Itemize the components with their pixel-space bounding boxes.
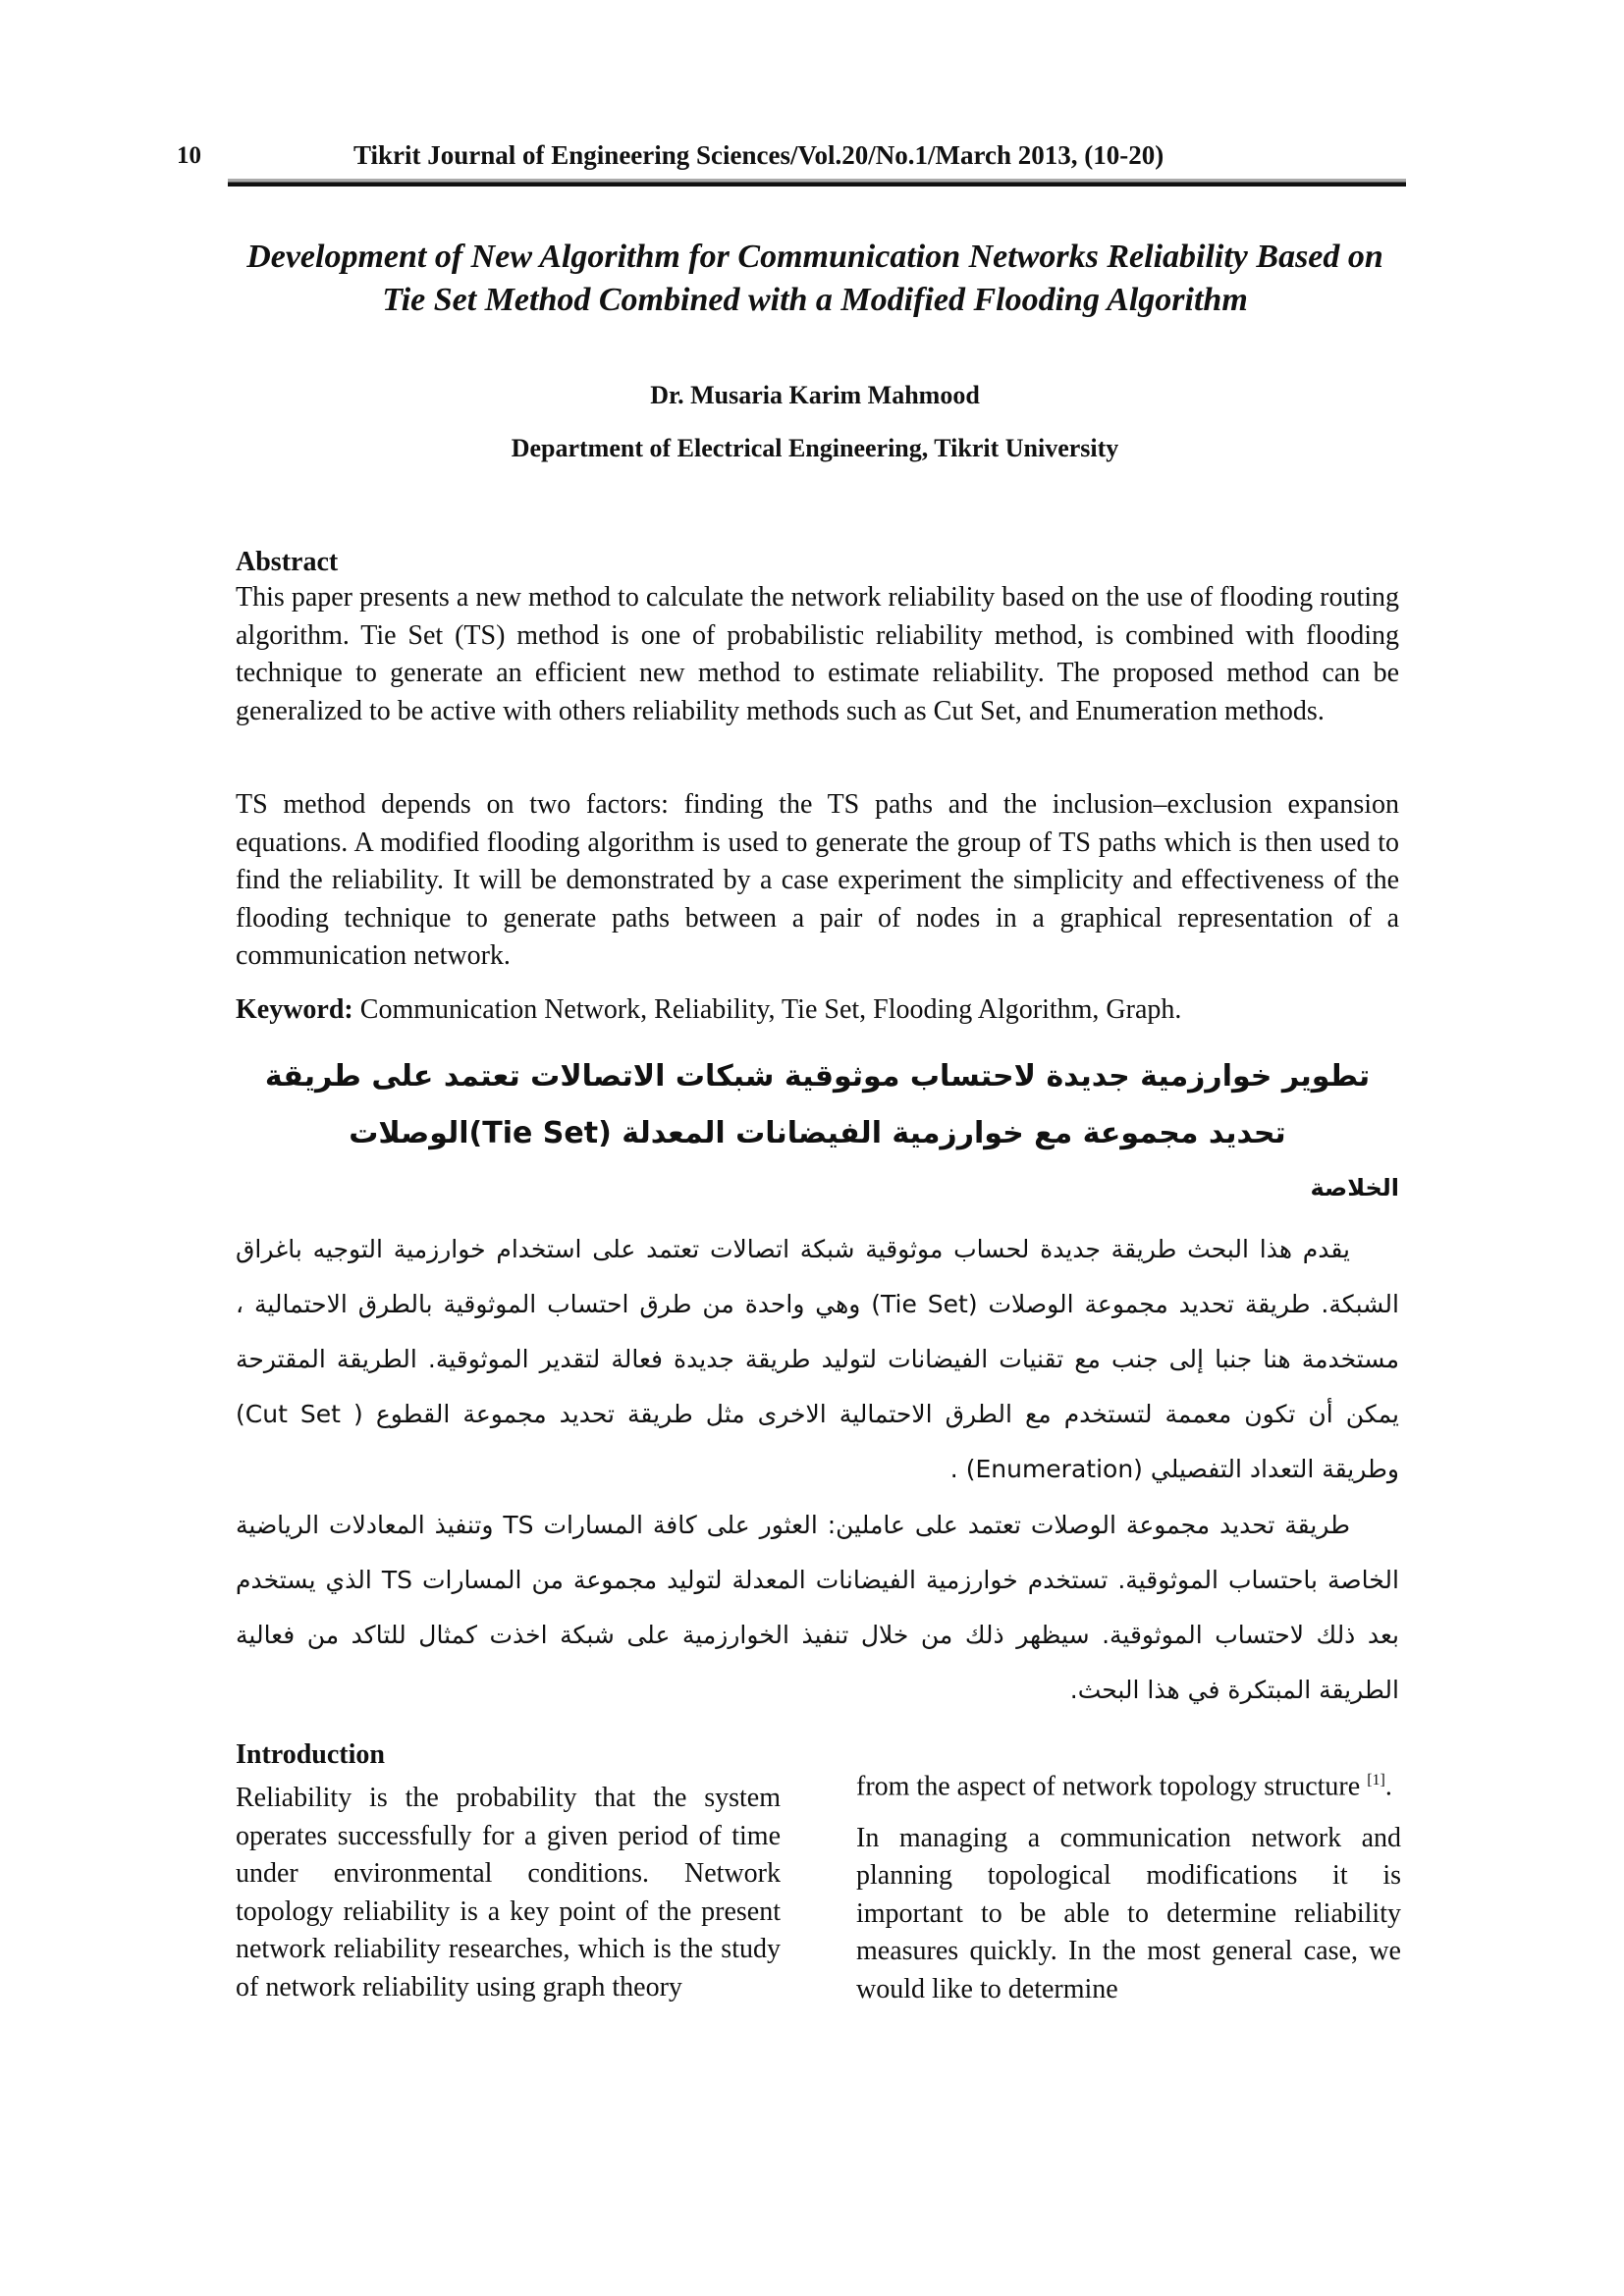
introduction-column-left: Reliability is the probability that the system operates successfully for a given period of time under environmental conditions. Network topology reliability is a key point of the present network reliability researches, which is the study of network reliability using graph theory [236,1783,781,2002]
page-number: 10 [177,142,201,169]
keywords-list: Communication Network, Reliability, Tie Set, Flooding Algorithm, Graph. [352,994,1182,1025]
introduction-paragraph [856,1762,1401,1806]
journal-header: Tikrit Journal of Engineering Sciences/Vol.20/No.1/March 2013, (10-20) [353,140,1164,170]
introduction-column-right [856,1762,1401,2022]
arabic-title: تطوير خوارزمية جديدة لاحتساب موثوقية شبكات الاتصالات تعتمد على طريقة تحديد مجموعة مع خوارزمية الفيضانات المعدلة (Tie Set)الوصلات [264,1059,1371,1150]
author-name: Dr. Musaria Karim Mahmood [650,381,980,409]
abstract-paragraph: This paper presents a new method to calculate the network reliability based on the use of flooding routing algorithm. Tie Set (TS) method is one of probabilistic reliability method, is combined with flooding technique to generate an efficient new method to estimate reliability. The proposed method can be generalized to be active with others reliability methods such as Cut Set, and Enumeration methods. [236,582,1399,726]
arabic-abstract-paragraph: يقدم هذا البحث طريقة جديدة لحساب موثوقية شبكة اتصالات تعتمد على استخدام خوارزمية التوجيه باغراق الشبكة. طريقة تحديد مجموعة الوصلات (Tie Set) وهي واحدة من طرق احتساب الموثوقية بالطرق الاحتمالية ، مستخدمة هنا جنبا إلى جنب مع تقنيات الفيضانات لتوليد طريقة جديدة فعالة لتقدير الموثوقية. الطريقة المقترحة يمكن أن تكون معممة لتستخدم مع الطرق الاحتمالية الاخرى مثل طريقة تحديد مجموعة القطوع ( Cut Set) وطريقة التعداد التفصيلي (Enumeration) . [236,1235,1399,1483]
arabic-abstract-paragraph: طريقة تحديد مجموعة الوصلات تعتمد على عاملين: العثور على كافة المسارات TS وتنفيذ المعادلات الرياضية الخاصة باحتساب الموثوقية. تستخدم خوارزمية الفيضانات المعدلة لتوليد مجموعة من المسارات TS الذي يستخدم بعد ذلك لاحتساب الموثوقية. سيظهر ذلك من خلال تنفيذ الخوارزمية على شبكة اخذت كمثال للتاكد من فعالية الطريقة المبتكرة في هذا البحث. [236,1511,1399,1704]
citation-ref: [1] [1367,1772,1385,1789]
abstract-paragraph: TS method depends on two factors: finding the TS paths and the inclusion–exclusion expansion equations. A modified flooding algorithm is used to generate the group of TS paths which is then used to find the reliability. It will be demonstrated by a case experiment the simplicity and effectiveness of the flooding technique to generate paths between a pair of nodes in a graphical representation of a communication network. [236,789,1399,971]
keywords-label: Keyword: [236,994,353,1025]
abstract-heading: Abstract [236,547,339,577]
keywords [236,991,1399,1030]
paper-title: Development of New Algorithm for Communication Networks Reliability Based on Tie Set Method Combined with a Modified Flooding Algorithm [246,239,1383,318]
arabic-abstract-heading: الخلاصة [1310,1174,1399,1201]
introduction-paragraph: In managing a communication network and planning topological modifications it is important to be able to determine reliability measures quickly. In the most general case, we would like to determine [856,1822,1401,2004]
introduction-text: from the aspect of network topology structure [856,1771,1368,1802]
introduction-text: . [1384,1771,1392,1802]
author-affiliation: Department of Electrical Engineering, Tikrit University [511,434,1119,462]
header-rule [228,179,1406,187]
introduction-heading: Introduction [236,1739,385,1770]
